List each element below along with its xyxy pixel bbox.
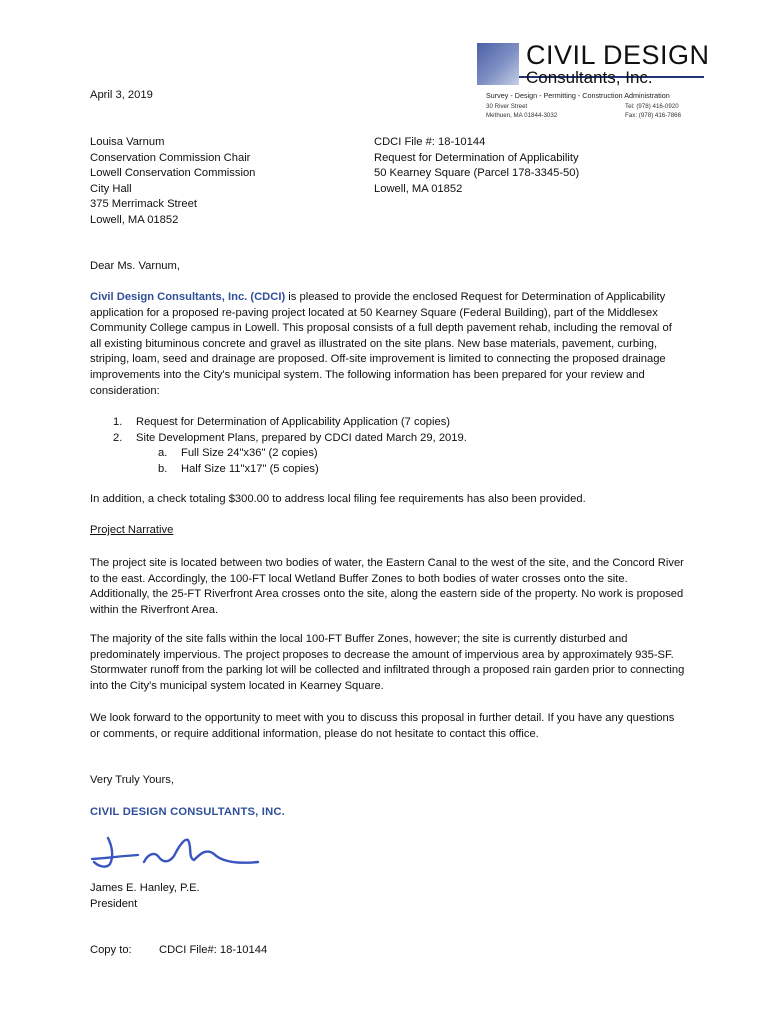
list-item: a. Full Size 24"x36" (2 copies) xyxy=(158,447,318,459)
closing: Very Truly Yours, xyxy=(90,774,174,786)
narrative-heading: Project Narrative xyxy=(90,524,174,536)
list-item: b. Half Size 11"x17" (5 copies) xyxy=(158,462,319,475)
fee-paragraph: In addition, a check totaling $300.00 to address local filing fee requirements has also been provided. xyxy=(90,493,586,505)
logo-phone-fax: Tel: (978) 416-0920 Fax: (978) 416-7866 xyxy=(625,103,682,119)
signature xyxy=(88,832,268,877)
copy-to-label: Copy to: xyxy=(90,944,132,956)
logo-services: Survey - Design - Permitting - Construction Administration xyxy=(486,91,670,100)
closing-paragraph: We look forward to the opportunity to meet with you to discuss this proposal in further detail. If you have any questions or comments, or require additional information, please do not hesitate to contact this office. xyxy=(90,712,675,740)
reference-block: CDCI File #: 18-10144 Request for Determination of Applicability 50 Kearney Square (Parcel 178-3345-50) Lowell, MA 01852 xyxy=(374,136,580,195)
logo-company-name: CIVIL DESIGN xyxy=(526,40,710,70)
logo-address: 30 River Street Methuen, MA 01844-3032 xyxy=(486,103,558,119)
signer-name: James E. Hanley, P.E. xyxy=(90,882,200,894)
signer-title: President xyxy=(90,897,138,910)
narrative-paragraph-2: The majority of the site falls within the local 100-FT Buffer Zones, however; the site is currently disturbed and predominately impervious. The project proposes to decrease the amount of impervious area by approximately 935-SF. Stormwater runoff from the parking lot will be collected and infiltrated through a proposed rain garden prior to connecting into the City's municipal system located in Kearney Square. xyxy=(90,633,685,692)
logo-company-subtitle: Consultants, Inc. xyxy=(526,68,653,87)
recipient-address: Louisa Varnum Conservation Commission Chair Lowell Conservation Commission City Hall 375 Merrimack Street Lowell, MA 01852 xyxy=(90,136,256,226)
salutation: Dear Ms. Varnum, xyxy=(90,260,180,272)
narrative-paragraph-1: The project site is located between two bodies of water, the Eastern Canal to the west of the site, and the Concord River to the east. Accordingly, the 100-FT local Wetland Buffer Zones to both bodies of water crosses onto the site. Additionally, the 25-FT Riverfront Area crosses onto the site, along the eastern side of the property. No work is proposed within the Riverfront Area. xyxy=(90,557,684,616)
signer-block xyxy=(90,881,200,912)
list-item: 1. Request for Determination of Applicability Application (7 copies) xyxy=(113,416,451,428)
company-signature-line: CIVIL DESIGN CONSULTANTS, INC. xyxy=(90,806,285,818)
intro-paragraph: Civil Design Consultants, Inc. (CDCI) is pleased to provide the enclosed Request for Determination of Applicability application for a proposed re-paving project located at 50 Kearney Square (Federal Building), part of the Middlesex Community College campus in Lowell. This proposal consists of a full depth pavement rehab, including the removal of all existing bituminous concrete and gravel as illustrated on the site plans. New base materials, pavement, curbing, striping, loam, seed and drainage are proposed. Off-site improvement is limited to connecting the proposed drainage improvements into the City's municipal system. The following information has been prepared for your review and consideration: xyxy=(90,291,672,397)
enclosure-sublist xyxy=(158,446,681,477)
logo-mark xyxy=(477,43,519,85)
list-item: 2. Site Development Plans, prepared by CDCI dated March 29, 2019. xyxy=(113,431,467,444)
enclosure-list xyxy=(113,415,696,446)
letter-date: April 3, 2019 xyxy=(90,89,153,101)
copy-to-value: CDCI File#: 18-10144 xyxy=(159,944,268,956)
company-name-highlight: Civil Design Consultants, Inc. (CDCI) xyxy=(90,291,286,303)
